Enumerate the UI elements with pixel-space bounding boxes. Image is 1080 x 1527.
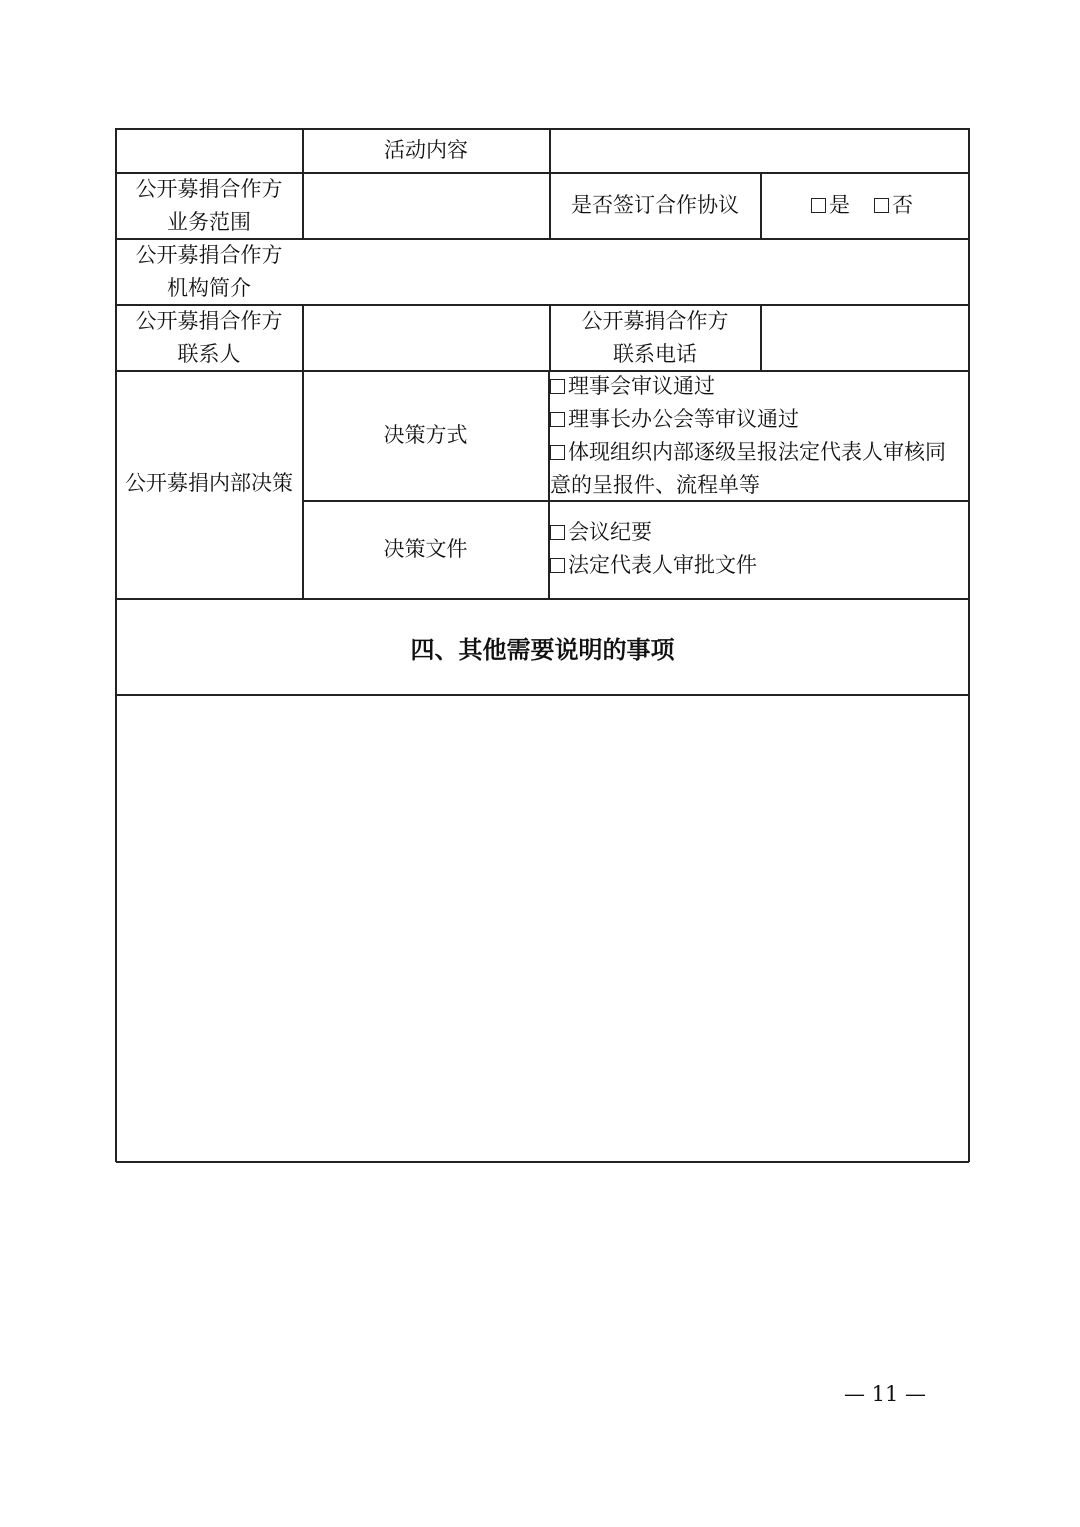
agreement-no-label: 否 <box>892 193 913 217</box>
decision-method-options <box>550 370 946 502</box>
contact-phone-label-line2: 联系电话 <box>613 342 697 366</box>
section-4-title: 四、其他需要说明的事项 <box>410 636 675 664</box>
business-scope-label-line2: 业务范围 <box>167 210 251 234</box>
table-border-top <box>116 128 969 130</box>
table-divider <box>549 128 551 173</box>
option-label: 会议纪要 <box>568 520 652 544</box>
contact-person-label <box>116 305 302 371</box>
contact-person-label-line1: 公开募捐合作方 <box>135 309 283 333</box>
contact-person-label-line2: 联系人 <box>177 342 241 366</box>
decision-option-internal-report[interactable] <box>550 436 946 469</box>
org-intro-label-line2: 机构简介 <box>167 276 251 300</box>
decision-method-label: 决策方式 <box>383 423 468 447</box>
org-intro-label <box>116 239 302 305</box>
option-label: 法定代表人审批文件 <box>568 553 757 577</box>
decision-document-label: 决策文件 <box>383 537 468 561</box>
table-divider <box>760 304 762 371</box>
business-scope-label-line1: 公开募捐合作方 <box>135 177 283 201</box>
agreement-no-checkbox[interactable] <box>874 198 889 213</box>
activity-content-label: 活动内容 <box>384 138 468 162</box>
table-border-bottom <box>116 1161 969 1163</box>
checkbox-icon <box>550 412 565 427</box>
document-option-minutes[interactable] <box>550 516 757 549</box>
option-label: 理事会审议通过 <box>568 374 715 398</box>
contact-phone-label-line1: 公开募捐合作方 <box>581 309 729 333</box>
table-divider <box>760 172 762 239</box>
other-matters-field[interactable] <box>117 696 968 1161</box>
page-number: — 11 — <box>843 1382 927 1406</box>
org-intro-label-line1: 公开募捐合作方 <box>135 243 283 267</box>
decision-option-internal-report-cont: 意的呈报件、流程单等 <box>550 473 760 497</box>
decision-option-board[interactable] <box>550 370 946 403</box>
option-label: 体现组织内部逐级呈报法定代表人审核同 <box>568 440 946 464</box>
document-option-approval[interactable] <box>550 549 757 582</box>
option-label: 理事长办公会等审议通过 <box>568 407 799 431</box>
decision-option-chair-meeting[interactable] <box>550 403 946 436</box>
checkbox-icon <box>550 445 565 460</box>
agreement-yes-checkbox[interactable] <box>811 198 826 213</box>
checkbox-icon <box>550 379 565 394</box>
agreement-label: 是否签订合作协议 <box>571 193 739 217</box>
business-scope-label <box>116 173 302 239</box>
agreement-options <box>811 189 913 222</box>
checkbox-icon <box>550 558 565 573</box>
contact-phone-label <box>550 305 760 371</box>
agreement-yes-label: 是 <box>829 193 850 217</box>
table-divider <box>116 598 969 600</box>
checkbox-icon <box>550 525 565 540</box>
internal-decision-label: 公开募捐内部决策 <box>125 471 293 495</box>
decision-document-options <box>550 516 757 582</box>
